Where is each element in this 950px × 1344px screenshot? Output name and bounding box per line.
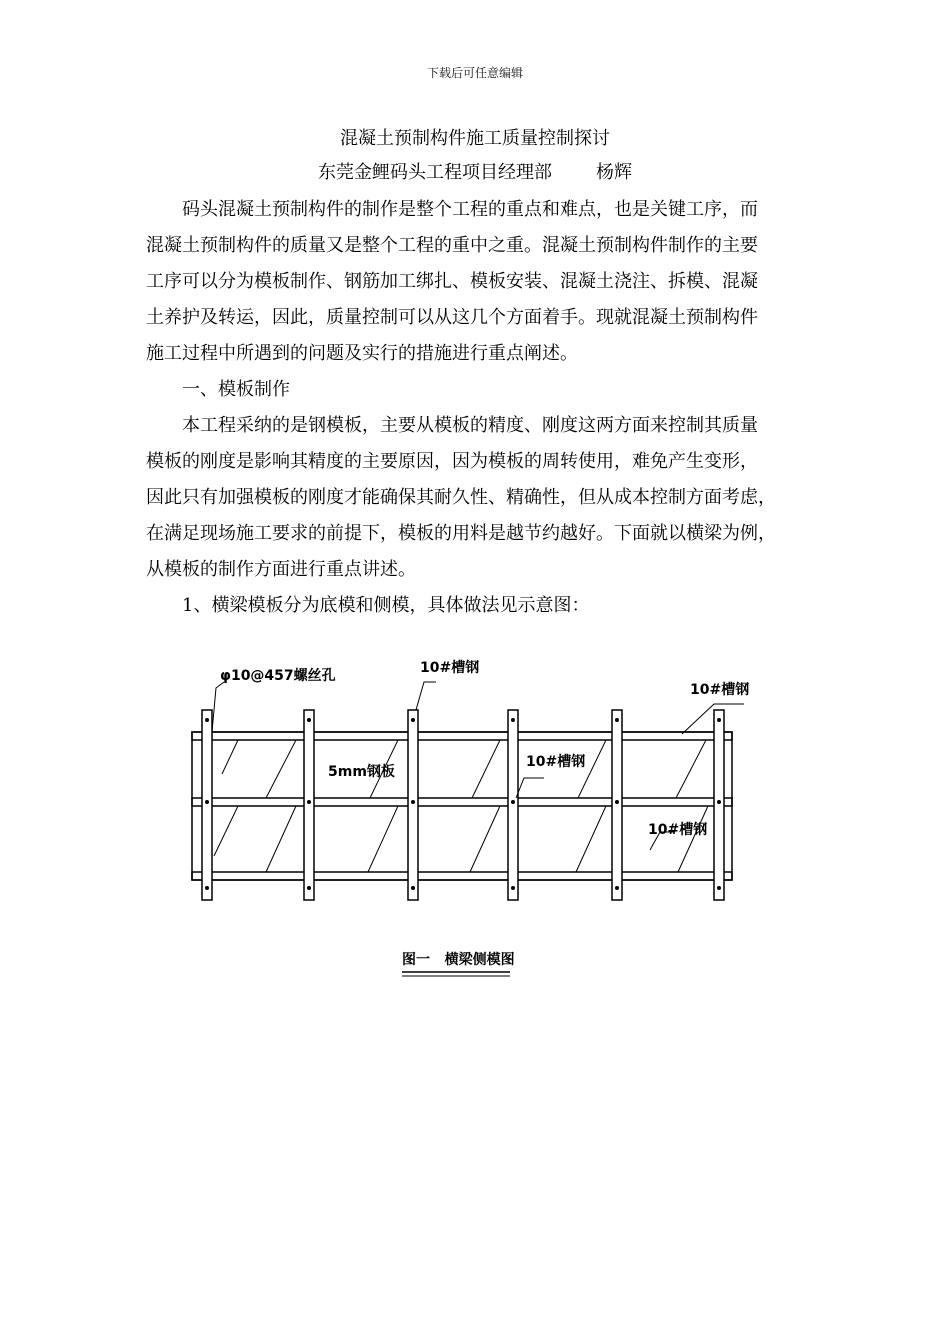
text-line: 在满足现场施工要求的前提下，模板的用料是越节约越好。下面就以横梁为例， — [146, 523, 776, 544]
text-line: 一、模板制作 — [182, 379, 290, 400]
beam-side-form-figure — [180, 648, 760, 988]
author-name: 杨辉 — [596, 162, 632, 183]
label-channel-low: 10#槽钢 — [648, 822, 708, 838]
paragraph-formwork — [146, 408, 810, 588]
header-note: 下载后可任意编辑 — [426, 66, 523, 80]
beam-diagram — [180, 648, 760, 988]
channel-bottom-rail — [192, 872, 732, 880]
section-heading — [146, 372, 810, 408]
paragraph-beam — [146, 588, 810, 624]
channel-middle-rail — [192, 798, 732, 806]
text-line: 模板的刚度是影响其精度的主要原因，因为模板的周转使用，难免产生变形， — [146, 451, 758, 472]
text-line: 因此只有加强模板的刚度才能确保其耐久性、精确性，但从成本控制方面考虑， — [146, 487, 776, 508]
label-channel-middle: 10#槽钢 — [526, 754, 586, 770]
text-line: 混凝土预制构件的质量又是整个工程的重中之重。混凝土预制构件制作的主要 — [146, 235, 758, 256]
body-text — [146, 192, 810, 624]
page-title: 混凝土预制构件施工质量控制探讨 — [340, 128, 610, 149]
text-line: 土养护及转运，因此，质量控制可以从这几个方面着手。现就混凝土预制构件 — [146, 307, 758, 328]
figure-caption: 图一 横梁侧模图 — [402, 952, 515, 968]
label-channel-right: 10#槽钢 — [690, 682, 750, 698]
paragraph-intro — [146, 192, 810, 372]
channel-top-rail — [192, 732, 732, 740]
bolt-holes — [205, 718, 721, 890]
label-bolt-hole: φ10@457螺丝孔 — [220, 668, 336, 684]
text-line: 从模板的制作方面进行重点讲述。 — [146, 559, 416, 580]
label-steel-plate: 5mm钢板 — [328, 764, 395, 780]
author-organization: 东莞金鲤码头工程项目经理部 — [318, 162, 552, 183]
text-line: 1、横梁模板分为底模和侧模，具体做法见示意图： — [182, 595, 590, 616]
label-channel-top: 10#槽钢 — [420, 660, 480, 676]
text-line: 施工过程中所遇到的问题及实行的措施进行重点阐述。 — [146, 343, 578, 364]
text-line: 工序可以分为模板制作、钢筋加工绑扎、模板安装、混凝土浇注、拆模、混凝 — [146, 271, 758, 292]
author-line — [0, 158, 950, 184]
text-line: 本工程采纳的是钢模板，主要从模板的精度、刚度这两方面来控制其质量 — [182, 415, 758, 436]
text-line: 码头混凝土预制构件的制作是整个工程的重点和难点，也是关键工序，而 — [182, 199, 758, 220]
